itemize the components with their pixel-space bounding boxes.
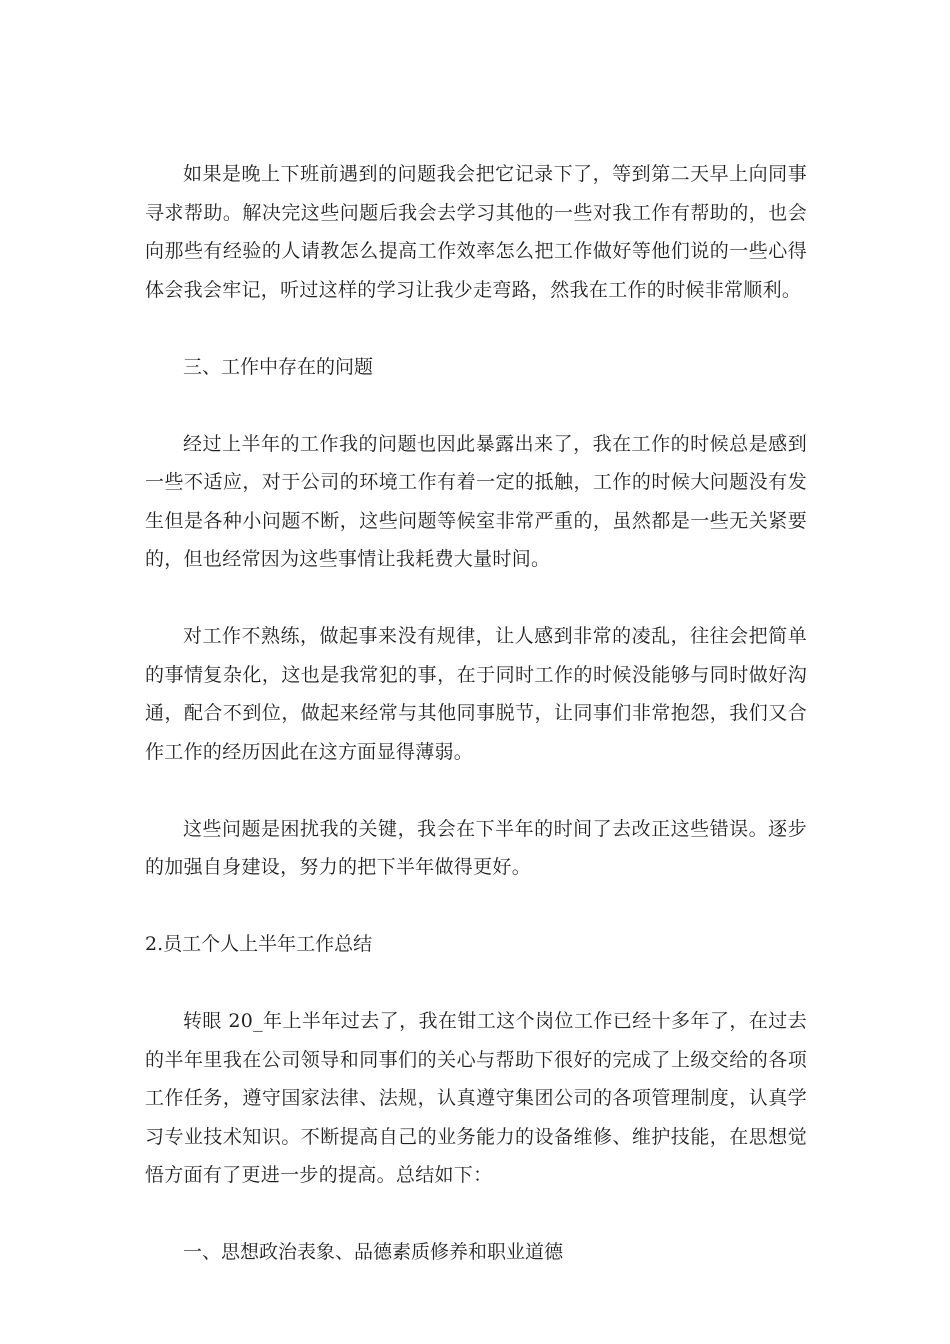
section-heading-problems: 三、工作中存在的问题 — [183, 355, 374, 378]
section-heading-ideology: 一、思想政治表象、品德素质修养和职业道德 — [183, 1241, 564, 1263]
paragraph-gap — [145, 887, 807, 926]
paragraph-3: 对工作不熟练，做起事来没有规律，让人感到非常的凌乱，往往会把简单的事情复杂化，这也是我常犯的事，在于同时工作的时候没能够与同时做好沟通，配合不到位，做起来经常与其他同事脱节，让同事们非常抱怨，我们又合作工作的经历因此在这方面显得薄弱。 — [145, 625, 807, 763]
paragraph-gap — [145, 386, 807, 425]
paragraph-gap — [145, 579, 807, 618]
paragraph-gap — [145, 771, 807, 810]
paragraph-gap — [145, 1195, 807, 1234]
paragraph-5: 转眼 20_年上半年过去了，我在钳工这个岗位工作已经十多年了，在过去的半年里我在公司领导和同事们的关心与帮助下很好的完成了上级交给的各项工作任务，遵守国家法律、法规，认真遵守集团公司的各项管理制度，认真学习专业技术知识。不断提高自己的业务能力的设备维修、维护技能，在思想觉悟方面有了更进一步的提高。总结如下： — [145, 1010, 807, 1186]
document-body — [145, 155, 807, 1272]
article-title-2: 2.员工个人上半年工作总结 — [145, 933, 373, 955]
paragraph-2: 经过上半年的工作我的问题也因此暴露出来了，我在工作的时候总是感到一些不适应，对于公司的环境工作有着一定的抵触，工作的时候大问题没有发生但是各种小问题不断，这些问题等候室非常严重的，虽然都是一些无关紧要的，但也经常因为这些事情让我耗费大量时间。 — [145, 432, 807, 570]
paragraph-gap — [145, 964, 807, 1003]
paragraph-gap — [145, 309, 807, 348]
paragraph-4: 这些问题是困扰我的关键，我会在下半年的时间了去改正这些错误。逐步的加强自身建设，努力的把下半年做得更好。 — [145, 817, 807, 878]
paragraph-1: 如果是晚上下班前遇到的问题我会把它记录下了，等到第二天早上向同事寻求帮助。解决完这些问题后我会去学习其他的一些对我工作有帮助的，也会向那些有经验的人请教怎么提高工作效率怎么把工作做好等他们说的一些心得体会我会牢记，听过这样的学习让我少走弯路，然我在工作的时候非常顺利。 — [145, 163, 807, 301]
